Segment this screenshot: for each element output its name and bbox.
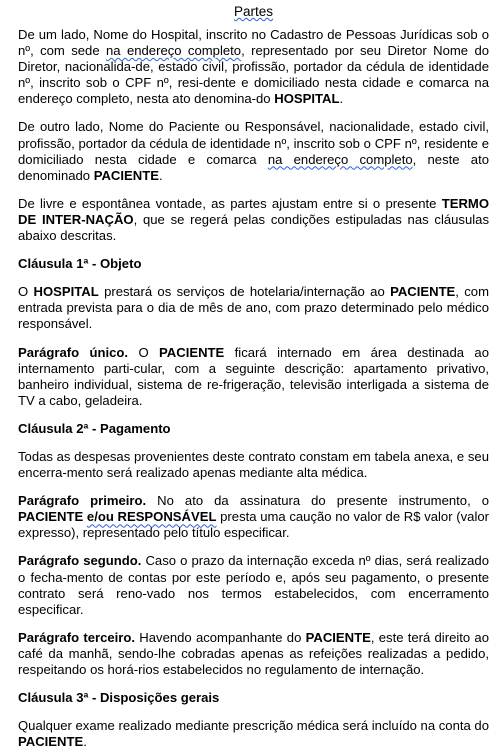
paragraph-object: O HOSPITAL prestará os serviços de hotelaria/internação ao PACIENTE, com entrada prevista para o dia de mês de ano, com prazo determinado pelo médico responsável.	[18, 284, 489, 332]
paragraph-agreement: De livre e espontânea vontade, as partes ajustam entre si o presente TERMO DE INTER-NAÇÃO, que se regerá pelas condições estipuladas nas cláusulas abaixo descritas.	[18, 195, 489, 244]
spellcheck-underline: na endereço completo	[106, 43, 242, 59]
clause-heading-3: Cláusula 3ª - Disposições gerais	[18, 690, 220, 706]
clause-heading-2: Cláusula 2ª - Pagamento	[18, 420, 171, 436]
paragraph-hospital-party: De um lado, Nome do Hospital, inscrito no Cadastro de Pessoas Jurídicas sob o nº, com sede na endereço completo, representado por seu Diretor Nome do Diretor, nacionalida-de, estado civil, profissão, portador da cédula de identidade nº, inscrito sob o CPF nº, resi-dente e domiciliado nesta cidade e comarca na endereço completo, nesta ato denomina-do HOSPITAL.	[18, 27, 490, 107]
paragraph-patient-party: De outro lado, Nome do Paciente ou Responsável, nacionalidade, estado civil, profissão, portador da cédula de identidade nº, inscrito sob o CPF nº, residente e domiciliado nesta cidade e comarca na endereço completo, neste ato denominado PACIENTE.	[18, 119, 490, 183]
document-page	[18, 4, 489, 750]
paragraph-exams: Qualquer exame realizado mediante prescrição médica será incluído na conta do PACIENTE.	[18, 718, 489, 750]
section-title: Partes	[233, 4, 274, 19]
clause-heading-1: Cláusula 1ª - Objeto	[18, 256, 142, 272]
spellcheck-underline: e/ou RESPONSÁVEL	[86, 509, 217, 525]
spellcheck-underline: na endereço completo	[267, 151, 413, 167]
paragraph-expenses: Todas as despesas provenientes deste contrato constam em tabela anexa, e seu encerra-mento será realizado apenas mediante alta médica.	[18, 448, 489, 481]
paragraph-third: Parágrafo terceiro. Havendo acompanhante do PACIENTE, este terá direito ao café da manhã, sendo-lhe cobradas apenas as refeições realizadas a pedido, respeitando os horá-rios estabelecidos no regulamento de internação.	[18, 629, 489, 677]
paragraph-first: Parágrafo primeiro. No ato da assinatura do presente instrumento, o PACIENTE e/ou RESPONSÁVEL presta uma caução no valor de R$ valor (valor expresso), representado pelo título especificar.	[18, 493, 489, 541]
paragraph-second: Parágrafo segundo. Caso o prazo da internação exceda nº dias, será realizado o fecha-mento de contas por este período e, após seu pagamento, o presente contrato será reno-vado nos termos estabelecidos, com encerramento especificar.	[18, 553, 489, 617]
paragraph-unique: Parágrafo único. O PACIENTE ficará internado em área destinada ao internamento parti-cular, com a seguinte descrição: apartamento privativo, banheiro individual, sistema de re-frigeração, televisão interligada a sistema de TV a cabo, geladeira.	[18, 344, 489, 408]
